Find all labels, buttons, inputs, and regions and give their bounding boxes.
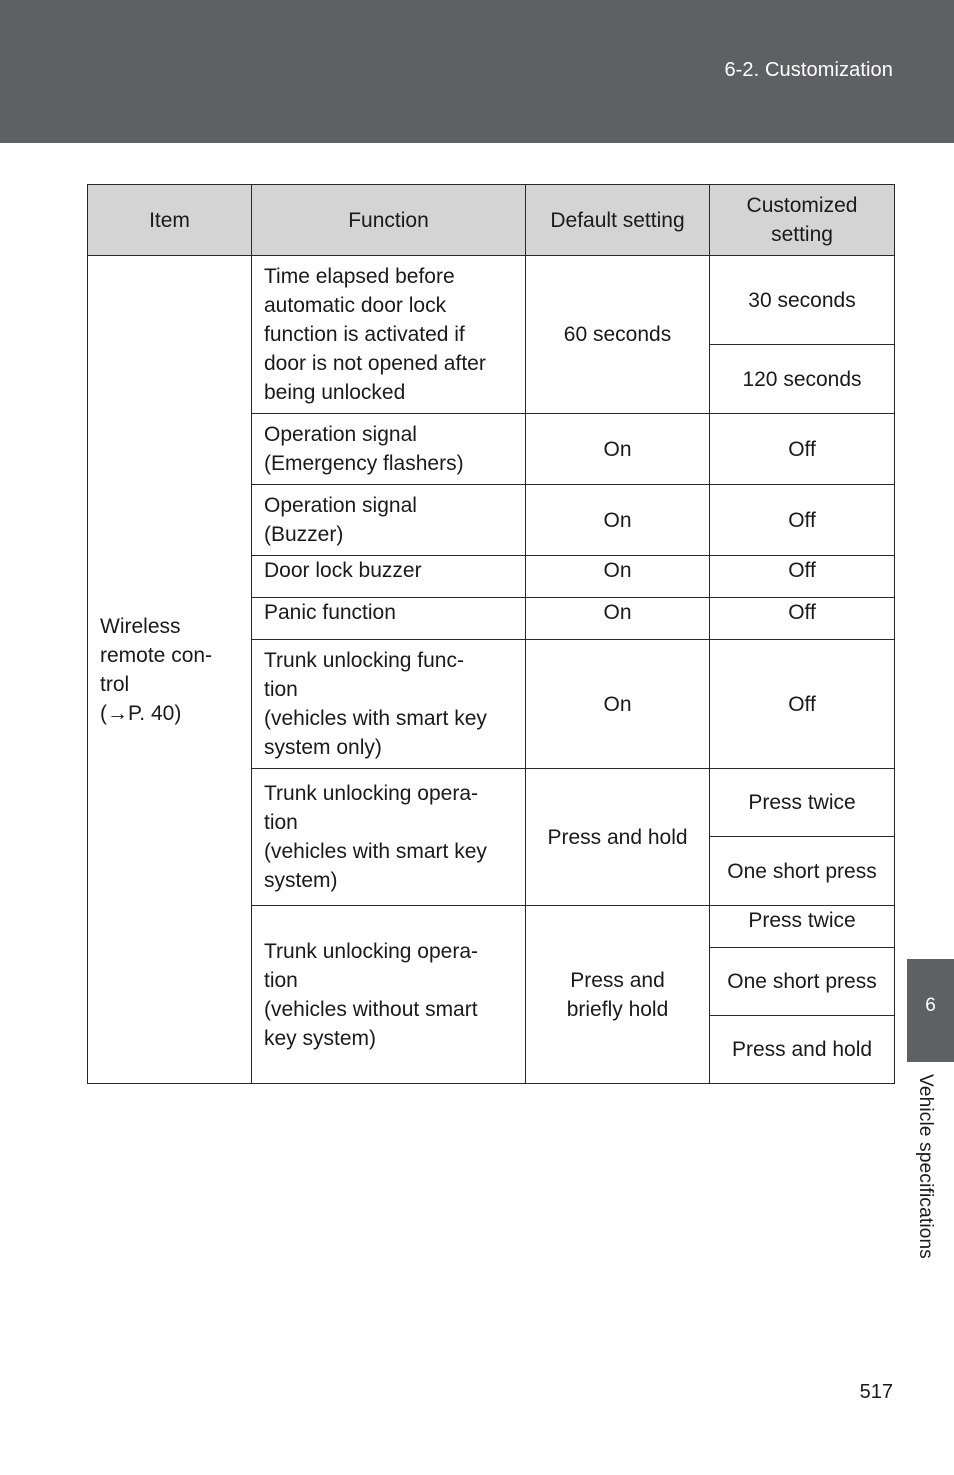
header-band bbox=[0, 0, 954, 143]
function-cell: Operation signal (Emergency flashers) bbox=[252, 414, 526, 485]
custom-cell: Off bbox=[710, 556, 895, 598]
function-cell: Door lock buzzer bbox=[252, 556, 526, 598]
default-cell: On bbox=[526, 414, 710, 485]
customization-table bbox=[87, 184, 895, 1084]
custom-cell: 120 seconds bbox=[710, 345, 895, 414]
custom-cell: One short press bbox=[710, 948, 895, 1016]
function-cell: Panic function bbox=[252, 598, 526, 640]
custom-cell: Press twice bbox=[710, 906, 895, 948]
function-cell: Time elapsed before automatic door lock function is activated if door is not opened after being unlocked bbox=[252, 256, 526, 414]
custom-cell: Off bbox=[710, 485, 895, 556]
table-header-row bbox=[88, 185, 895, 256]
custom-cell: Press and hold bbox=[710, 1016, 895, 1084]
page-number: 517 bbox=[859, 1381, 893, 1403]
function-cell: Trunk unlocking opera- tion (vehicles with smart key system) bbox=[252, 769, 526, 906]
default-cell: On bbox=[526, 598, 710, 640]
header-customized-setting: Customized setting bbox=[710, 185, 895, 256]
custom-cell: Off bbox=[710, 598, 895, 640]
default-cell: Press and briefly hold bbox=[526, 906, 710, 1084]
header-item: Item bbox=[88, 185, 252, 256]
default-cell: Press and hold bbox=[526, 769, 710, 906]
default-cell: On bbox=[526, 556, 710, 598]
header-default-setting: Default setting bbox=[526, 185, 710, 256]
header-function: Function bbox=[252, 185, 526, 256]
default-cell: On bbox=[526, 485, 710, 556]
chapter-tab bbox=[907, 959, 954, 1062]
default-cell: 60 seconds bbox=[526, 256, 710, 414]
custom-cell: Press twice bbox=[710, 769, 895, 837]
default-cell: On bbox=[526, 640, 710, 769]
custom-cell: Off bbox=[710, 640, 895, 769]
item-wireless-remote-control: Wireless remote con- trol (→P. 40) bbox=[88, 256, 252, 1084]
chapter-label: Vehicle specifications bbox=[915, 1074, 936, 1260]
section-title: 6-2. Customization bbox=[724, 59, 893, 81]
custom-cell: 30 seconds bbox=[710, 256, 895, 345]
function-cell: Trunk unlocking opera- tion (vehicles without smart key system) bbox=[252, 906, 526, 1084]
custom-cell: One short press bbox=[710, 837, 895, 906]
function-cell: Trunk unlocking func- tion (vehicles with smart key system only) bbox=[252, 640, 526, 769]
chapter-number: 6 bbox=[925, 995, 936, 1016]
custom-cell: Off bbox=[710, 414, 895, 485]
function-cell: Operation signal (Buzzer) bbox=[252, 485, 526, 556]
table-row bbox=[88, 256, 895, 345]
